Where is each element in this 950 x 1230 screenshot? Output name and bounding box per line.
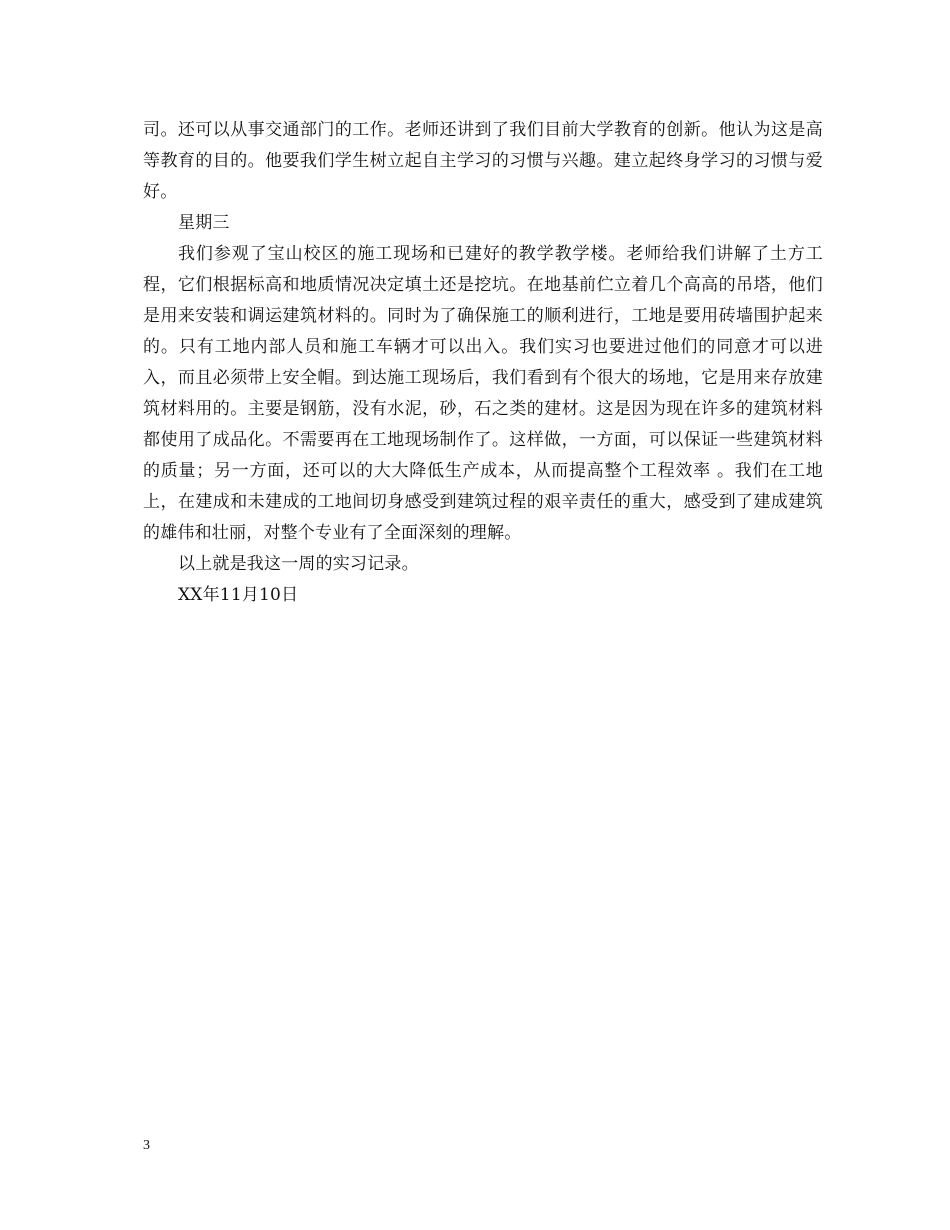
date-line: XX年11月10日 (178, 585, 299, 605)
page-number: 3 (143, 1138, 150, 1153)
paragraph-closing: 以上就是我这一周的实习记录。 (178, 554, 419, 574)
paragraph-continuation: 司。还可以从事交通部门的工作。老师还讲到了我们目前大学教育的创新。他认为这是高等教育的目的。他要我们学生树立起自主学习的习惯与兴趣。建立起终身学习的习惯与爱好。 (143, 120, 823, 202)
document-body (143, 115, 823, 611)
heading-wednesday: 星期三 (178, 213, 230, 233)
paragraph-site-visit: 我们参观了宝山校区的施工现场和已建好的教学教学楼。老师给我们讲解了土方工程，它们根据标高和地质情况决定填土还是挖坑。在地基前伫立着几个高高的吊塔，他们是用来安装和调运建筑材料的。同时为了确保施工的顺利进行，工地是要用砖墙围护起来的。只有工地内部人员和施工车辆才可以出入。我们实习也要进过他们的同意才可以进入，而且必须带上安全帽。到达施工现场后，我们看到有个很大的场地，它是用来存放建筑材料用的。主要是钢筋，没有水泥，砂，石之类的建材。这是因为现在许多的建筑材料都使用了成品化。不需要再在工地现场制作了。这样做，一方面，可以保证一些建筑材料的质量；另一方面，还可以的大大降低生产成本，从而提高整个工程效率 。我们在工地上，在建成和未建成的工地间切身感受到建筑过程的艰辛责任的重大，感受到了建成建筑的雄伟和壮丽，对整个专业有了全面深刻的理解。 (143, 244, 823, 543)
